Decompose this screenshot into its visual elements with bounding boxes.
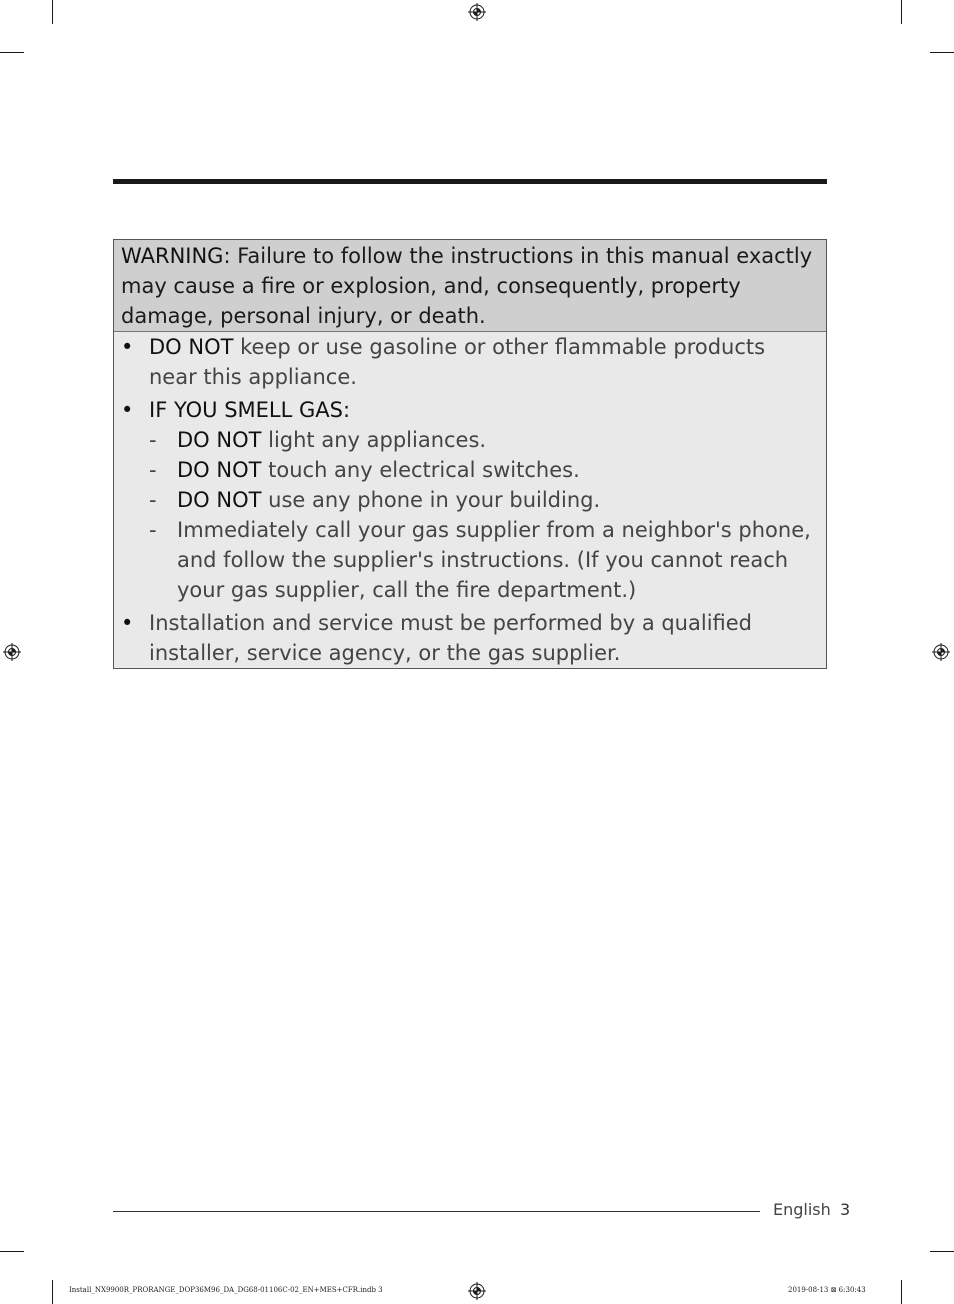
sub-list-item-text: touch any electrical switches. xyxy=(261,458,580,482)
print-slug-file: Install_NX9900R_PRORANGE_DOP36M96_DA_DG68-01106C-02_EN+MES+CFR.indb 3 xyxy=(69,1286,383,1294)
dash: - xyxy=(149,458,157,482)
warning-text: : Failure to follow the instructions in this manual exactly may cause a fire or explosion, and, consequently, property damage, personal injury, or death. xyxy=(121,244,813,328)
page-number: 3 xyxy=(840,1200,851,1219)
sub-list-item xyxy=(114,485,816,515)
smell-gas-heading: IF YOU SMELL GAS: xyxy=(149,398,351,422)
crop-mark xyxy=(52,1280,53,1304)
dash: - xyxy=(149,488,157,512)
sub-list-item-text: light any appliances. xyxy=(261,428,487,452)
header-rule xyxy=(113,179,827,184)
sub-list-item xyxy=(114,455,816,485)
crop-mark xyxy=(901,0,902,24)
warning-list xyxy=(114,332,826,668)
list-item-text: keep or use gasoline or other flammable products near this appliance. xyxy=(149,335,766,389)
dash: - xyxy=(149,428,157,452)
sub-list-item-text: use any phone in your building. xyxy=(261,488,601,512)
footer-language: English xyxy=(773,1200,831,1219)
do-not-keyword: DO NOT xyxy=(177,428,262,452)
warning-keyword: WARNING xyxy=(121,244,224,268)
do-not-keyword: DO NOT xyxy=(149,335,234,359)
sub-list-item xyxy=(114,515,816,605)
do-not-keyword: DO NOT xyxy=(177,488,262,512)
crop-mark xyxy=(0,1251,24,1252)
registration-mark-icon xyxy=(3,643,21,661)
dash: - xyxy=(149,518,157,542)
bullet: • xyxy=(121,611,134,635)
list-item xyxy=(114,332,816,392)
footer-rule xyxy=(113,1211,760,1212)
bullet: • xyxy=(121,335,134,359)
print-slug-timestamp: 2019-08-13 ⊠ 6:30:43 xyxy=(788,1286,866,1294)
registration-mark-icon xyxy=(468,3,486,21)
crop-mark xyxy=(901,1280,902,1304)
list-item-text: Installation and service must be performed by a qualified installer, service agency, or the gas supplier. xyxy=(149,611,753,665)
crop-mark xyxy=(930,52,954,53)
list-item xyxy=(114,608,816,668)
crop-mark xyxy=(930,1251,954,1252)
registration-mark-icon xyxy=(468,1282,486,1300)
warning-heading xyxy=(114,240,826,332)
sub-list-item-text: Immediately call your gas supplier from a neighbor's phone, and follow the supplier's instructions. (If you cannot reach your gas supplier, call the fire department.) xyxy=(177,518,811,602)
warning-box xyxy=(113,239,827,669)
crop-mark xyxy=(52,0,53,24)
do-not-keyword: DO NOT xyxy=(177,458,262,482)
bullet: • xyxy=(121,398,134,422)
crop-mark xyxy=(0,52,24,53)
registration-mark-icon xyxy=(932,643,950,661)
sub-list-item xyxy=(114,425,816,455)
list-item xyxy=(114,395,816,425)
